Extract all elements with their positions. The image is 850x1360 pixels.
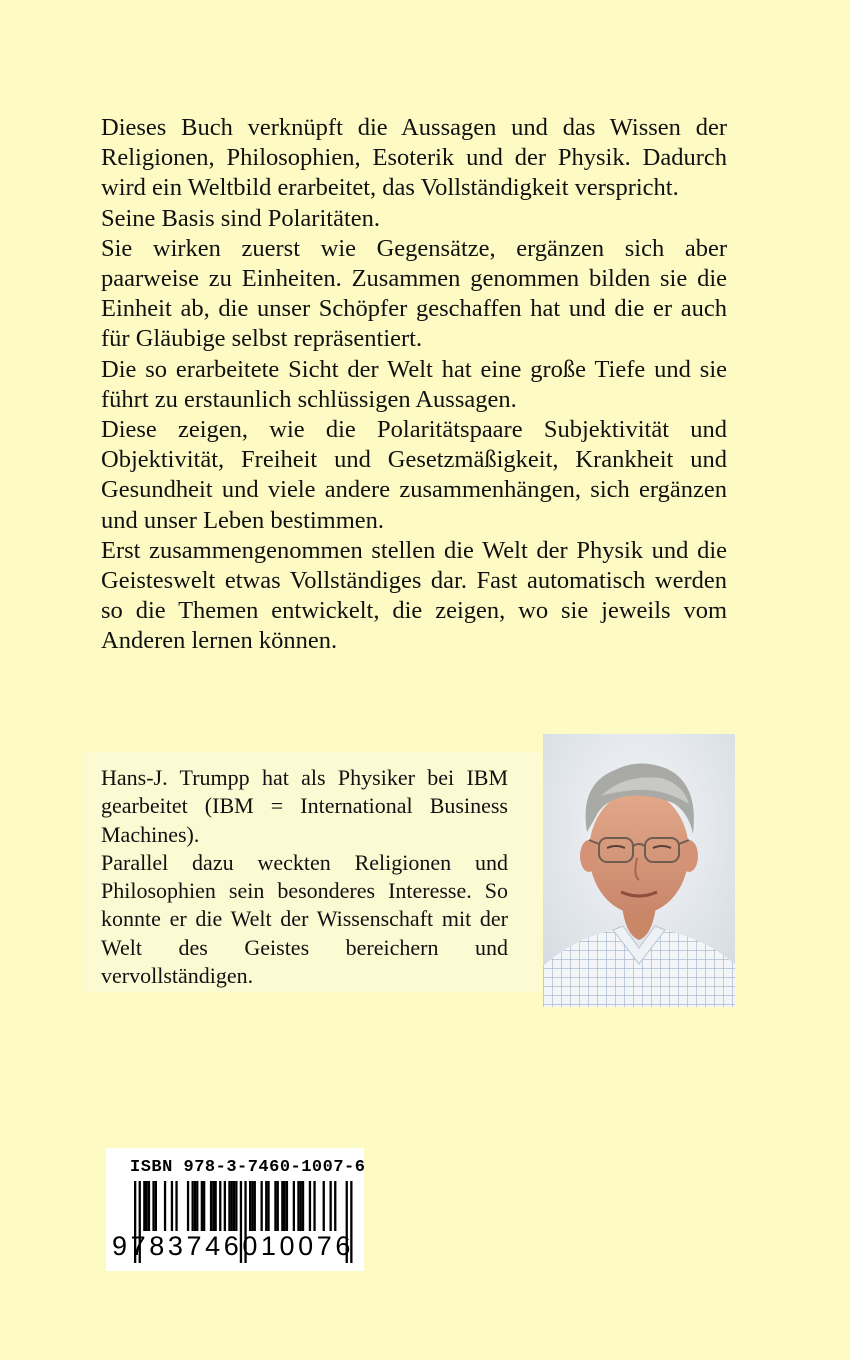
barcode-bar — [302, 1181, 304, 1231]
blurb-paragraph: Diese zeigen, wie die Polaritätspaare Subjektivität und Objektivität, Freiheit und Gesetzmäßigkeit, Krankheit und Gesundheit und viele andere zusammenhängen, sich ergänzen und unser Leben bestimmen. — [101, 416, 727, 534]
barcode-bar — [164, 1181, 166, 1231]
barcode-bar — [155, 1181, 157, 1231]
barcode-bar — [212, 1181, 214, 1231]
barcode-bar — [313, 1181, 315, 1231]
barcode-bar — [215, 1181, 217, 1231]
blurb-paragraph: Dieses Buch verknüpft die Aussagen und das Wissen der Religionen, Philosophien, Esoterik und der Physik. Dadurch wird ein Weltbild erarbeitet, das Vollständigkeit verspricht. — [101, 114, 727, 202]
barcode-bar — [235, 1181, 237, 1231]
ean-digits: 9783746010076 — [112, 1231, 355, 1261]
barcode-bar — [251, 1181, 253, 1231]
barcode-bar — [194, 1181, 196, 1231]
barcode-bar — [309, 1181, 311, 1231]
author-bio-paragraph: Parallel dazu weckten Religionen und Philosophien sein besonderes Interesse. So konnte er die Welt der Wissenschaft mit der Welt des Geistes bereichern und vervollständigen. — [101, 849, 508, 989]
barcode-bar — [330, 1181, 332, 1231]
barcode-bar — [201, 1181, 203, 1231]
barcode-bar — [284, 1181, 286, 1231]
barcode-bar — [219, 1181, 221, 1231]
barcode-bar — [196, 1181, 198, 1231]
barcode-bar — [203, 1181, 205, 1231]
barcode-bar — [293, 1181, 295, 1231]
blurb-paragraph: Sie wirken zuerst wie Gegensätze, ergänzen sich aber paarweise zu Einheiten. Zusammen genommen bilden sie die Einheit ab, die unser Schöpfer geschaffen hat und die er auch für Gläubige selbst repräsentiert. — [101, 234, 727, 353]
author-bio — [101, 764, 508, 990]
barcode-bar — [148, 1181, 150, 1231]
barcode-bar — [334, 1181, 336, 1231]
barcode-bar — [210, 1181, 212, 1231]
author-bio-paragraph: Hans-J. Trumpp hat als Physiker bei IBM gearbeitet (IBM = International Business Machines). — [101, 765, 508, 847]
barcode-bar — [231, 1181, 233, 1231]
blurb-paragraph: Die so erarbeitete Sicht der Welt hat eine große Tiefe und sie führt zu erstaunlich schlüssigen Aussagen. — [101, 355, 727, 413]
barcode-bar — [300, 1181, 302, 1231]
barcode-bar — [265, 1181, 267, 1231]
barcode-bar — [187, 1181, 189, 1231]
barcode-bar — [261, 1181, 263, 1231]
barcode-bar — [192, 1181, 194, 1231]
blurb-paragraph: Seine Basis sind Polaritäten. — [101, 204, 380, 232]
isbn-barcode — [106, 1148, 364, 1271]
barcode-bar — [323, 1181, 325, 1231]
barcode-bar — [286, 1181, 288, 1231]
barcode-bar — [143, 1181, 145, 1231]
barcode-bar — [228, 1181, 230, 1231]
barcode-bar — [274, 1181, 276, 1231]
barcode-bar — [146, 1181, 148, 1231]
barcode-bar — [171, 1181, 173, 1231]
author-portrait-photo — [543, 734, 735, 1007]
barcode-bar — [297, 1181, 299, 1231]
barcode-bar — [277, 1181, 279, 1231]
isbn-label: ISBN 978-3-7460-1007-6 — [130, 1158, 366, 1177]
author-portrait-icon — [543, 734, 735, 1007]
barcode-bar — [175, 1181, 177, 1231]
blurb-paragraph: Erst zusammengenommen stellen die Welt der Physik und die Geisteswelt etwas Vollständiges dar. Fast automatisch werden so die Themen entwickelt, die zeigen, wo sie jeweils vom Anderen lernen können. — [101, 536, 727, 655]
barcode-bar — [249, 1181, 251, 1231]
barcode-bar — [224, 1181, 226, 1231]
barcode-bar — [267, 1181, 269, 1231]
barcode-bar — [281, 1181, 283, 1231]
barcode-bar — [254, 1181, 256, 1231]
barcode-bar — [152, 1181, 154, 1231]
barcode-bar — [233, 1181, 235, 1231]
back-cover-blurb — [101, 113, 727, 657]
